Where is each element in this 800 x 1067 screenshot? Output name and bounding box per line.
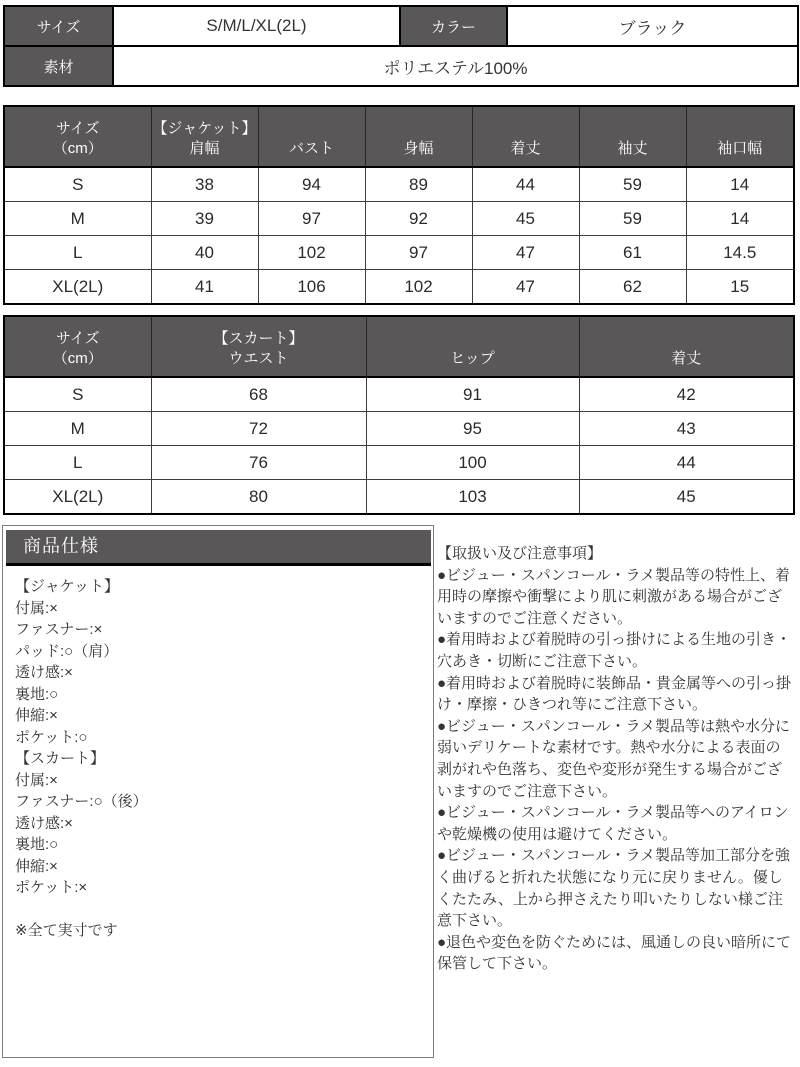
- spec-line: 付属:×: [15, 599, 58, 617]
- spec-title: 商品仕様: [6, 530, 431, 566]
- spec-line: 伸縮:×: [15, 857, 58, 875]
- spec-line: 裏地:○: [15, 685, 59, 703]
- jacket-row-s: S 38 94 89 44 59 14: [4, 167, 794, 202]
- color-label: カラー: [400, 6, 507, 46]
- spec-line: パッド:○（肩）: [15, 642, 119, 660]
- care-notes-title: 【取扱い及び注意事項】: [437, 545, 603, 562]
- color-value: ブラック: [507, 6, 798, 46]
- jacket-col-bodywidth: 身幅: [365, 106, 472, 167]
- care-note: ●ビジュー・スパンコール・ラメ製品等は熱や水分に弱いデリケートな素材です。熱や水分による表面の剥がれや色落ち、変色や変形が発生する場合がございますのでご注意下さい。: [437, 717, 791, 800]
- spec-line: 付属:×: [15, 771, 58, 789]
- jacket-row-xl: XL(2L) 41 106 102 47 62 15: [4, 270, 794, 305]
- care-note: ●ビジュー・スパンコール・ラメ製品等加工部分を強く曲げると折れた状態になり元に戻りません。優しくたたみ、上から押さえたり叩いたりしない様ご注意下さい。: [437, 847, 791, 930]
- jacket-col-bust: バスト: [258, 106, 365, 167]
- jacket-col-length: 着丈: [472, 106, 579, 167]
- jacket-col-size: サイズ （cm）: [4, 106, 151, 167]
- jacket-row-m: M 39 97 92 45 59 14: [4, 202, 794, 236]
- spec-list: [3, 566, 433, 942]
- spec-line: ポケット:○: [15, 728, 88, 746]
- spec-line-blank: [15, 899, 425, 921]
- jacket-header-row: [4, 106, 794, 167]
- care-note: ●ビジュー・スパンコール・ラメ製品等の特性上、着用時の摩擦や衝撃により肌に刺激がある場合がございますのでご注意ください。: [437, 566, 791, 627]
- material-label: 素材: [4, 46, 113, 86]
- spec-line: ファスナー:○（後）: [15, 793, 148, 810]
- spec-line-jacket-heading: 【ジャケット】: [15, 578, 119, 595]
- spec-line: ポケット:×: [15, 879, 88, 896]
- skirt-header-row: [4, 316, 794, 377]
- jacket-col-sleeve: 袖丈: [579, 106, 686, 167]
- spec-line: 裏地:○: [15, 836, 59, 853]
- care-notes: [437, 543, 795, 975]
- skirt-col-waist: 【スカート】 ウエスト: [151, 316, 366, 377]
- spec-line-note: ※全て実寸です: [15, 922, 118, 939]
- jacket-size-table: [3, 105, 795, 305]
- care-note: ●ビジュー・スパンコール・ラメ製品等へのアイロンや乾燥機の使用は避けてください。: [437, 804, 789, 843]
- skirt-row-xl: XL(2L) 80 103 45: [4, 480, 794, 515]
- info-row-material: [4, 46, 798, 86]
- skirt-col-size: サイズ （cm）: [4, 316, 151, 377]
- spec-line-skirt-heading: 【スカート】: [15, 750, 106, 767]
- skirt-row-l: L 76 100 44: [4, 446, 794, 480]
- jacket-col-shoulder: 【ジャケット】 肩幅: [151, 106, 258, 167]
- spec-line: 伸縮:×: [15, 707, 58, 724]
- care-note: ●着用時および着脱時の引っ掛けによる生地の引き・穴あき・切断にご注意下さい。: [437, 631, 792, 670]
- jacket-row-l: L 40 102 97 47 61 14.5: [4, 236, 794, 270]
- care-note: ●着用時および着脱時に装飾品・貴金属等への引っ掛け・摩擦・ひきつれ等にご注意下さい。: [437, 674, 792, 714]
- jacket-col-cuff: 袖口幅: [686, 106, 794, 167]
- spec-line: 透け感:×: [15, 814, 73, 832]
- info-row-size-color: [4, 6, 798, 46]
- spec-line: 透け感:×: [15, 664, 73, 681]
- size-label: サイズ: [4, 6, 113, 46]
- material-value: ポリエステル100%: [113, 46, 798, 86]
- skirt-row-m: M 72 95 43: [4, 412, 794, 446]
- skirt-size-table: [3, 315, 795, 515]
- skirt-col-length: 着丈: [579, 316, 794, 377]
- care-note: ●退色や変色を防ぐためには、風通しの良い暗所にて保管して下さい。: [437, 933, 792, 973]
- size-value: S/M/L/XL(2L): [113, 6, 400, 46]
- info-table: [3, 5, 799, 87]
- product-spec-box: [2, 525, 434, 1058]
- skirt-col-hip: ヒップ: [366, 316, 579, 377]
- skirt-row-s: S 68 91 42: [4, 377, 794, 412]
- spec-line: ファスナー:×: [15, 621, 103, 638]
